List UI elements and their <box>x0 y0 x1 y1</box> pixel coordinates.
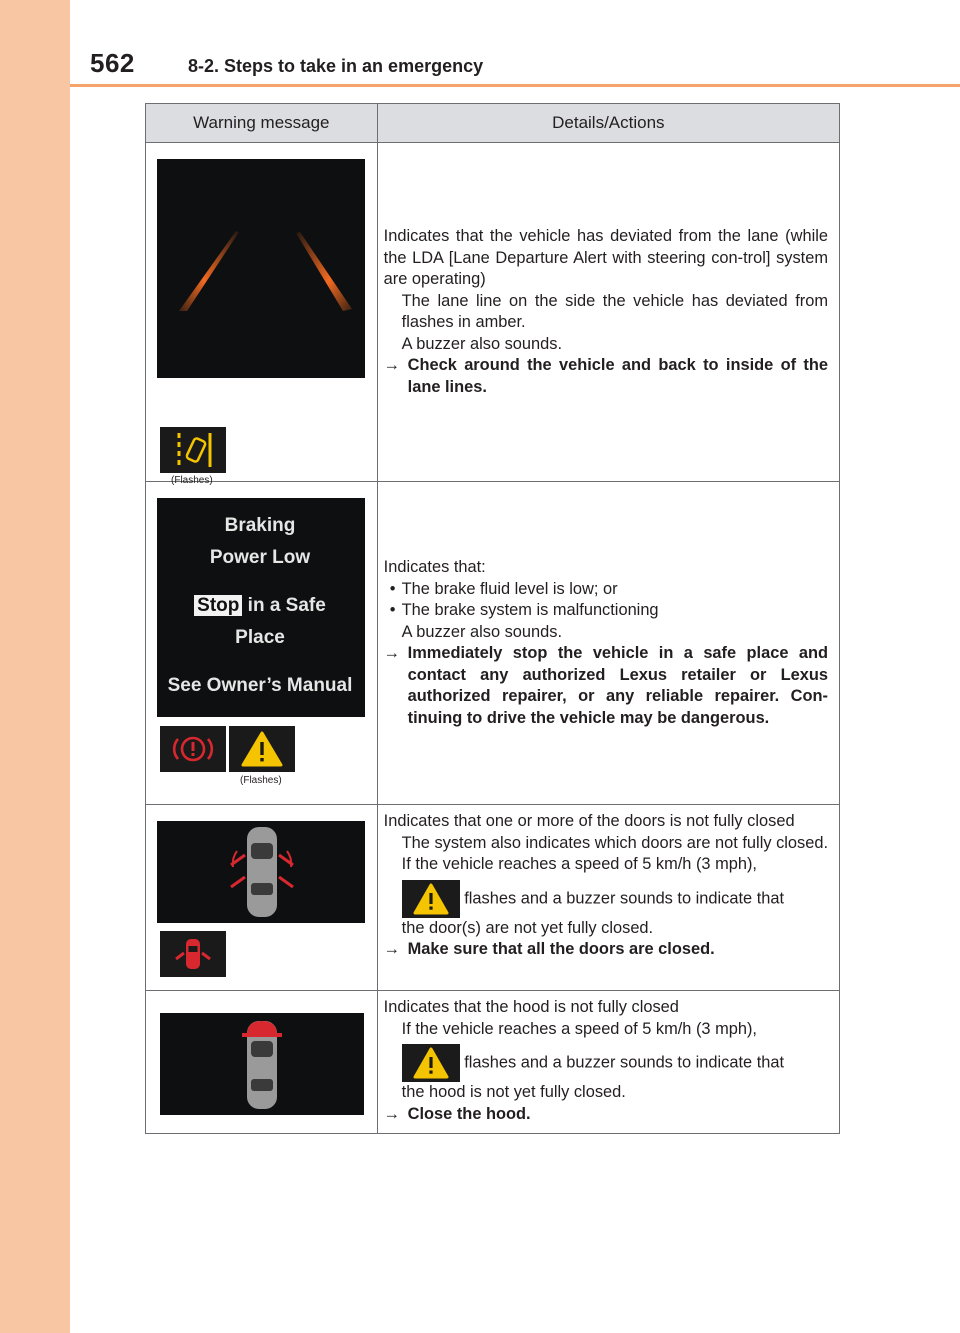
arrow-icon: → <box>383 356 401 374</box>
page-number: 562 <box>90 48 135 78</box>
braking-power-display <box>157 498 365 717</box>
master-warning-icon <box>402 1044 460 1082</box>
warning-image-cell <box>146 482 378 805</box>
details-cell <box>377 482 839 805</box>
action-text: → Immediately stop the vehicle in a safe place and contact any authorized Lexus retailer or Lexus authorized repairer, or any reliable repairer. Con-tinuing to drive the vehicle may be dangerous. <box>384 643 828 729</box>
caption-flashes: (Flashes) <box>171 475 213 486</box>
brake-warning-icon <box>160 726 226 772</box>
action-text: → Close the hood. <box>384 1104 828 1126</box>
action-text: → Make sure that all the doors are closed. <box>384 939 828 961</box>
screen-line: Power Low <box>209 547 311 568</box>
screen-line: Place <box>235 627 285 648</box>
arrow-icon: → <box>383 940 401 958</box>
detail-indented-text: If the vehicle reaches a speed of 5 km/h (3 mph), <box>401 855 757 873</box>
detail-indented-text: the door(s) are not yet fully closed. <box>401 918 654 937</box>
section-title: 8-2. Steps to take in an emergency <box>188 56 484 76</box>
master-warning-icon <box>229 726 295 772</box>
lane-lines-graphic <box>157 159 365 378</box>
details-cell <box>377 805 839 991</box>
detail-indented-text: flashes and a buzzer sounds to indicate that <box>384 1044 828 1082</box>
warning-table <box>145 103 840 1134</box>
caption-flashes: (Flashes) <box>240 775 282 786</box>
door-open-icon <box>160 931 226 977</box>
warning-image-cell <box>146 805 378 991</box>
master-warning-icon <box>402 880 460 918</box>
table-row <box>146 143 840 482</box>
detail-text: Indicates that the vehicle has deviated from the lane (while the LDA [Lane Departure Alert with steering con-trol] system are operating) <box>383 227 828 288</box>
action-text: → Check around the vehicle and back to inside of the lane lines. <box>384 355 828 398</box>
lane-departure-display <box>157 159 365 378</box>
bullet-item: • The brake system is malfunctioning <box>389 601 659 619</box>
bullet-item: • The brake fluid level is low; or <box>389 579 618 598</box>
detail-text: Indicates that the hood is not fully closed <box>383 998 679 1016</box>
warning-image-cell <box>146 143 378 486</box>
lane-departure-icon <box>160 427 226 473</box>
door-open-display <box>157 821 365 923</box>
table-header-row <box>146 104 840 143</box>
detail-indented-text: If the vehicle reaches a speed of 5 km/h (3 mph), <box>401 1019 757 1038</box>
car-hood-graphic <box>160 1013 364 1115</box>
detail-indented-text: The lane line on the side the vehicle has deviated from flashes in amber. <box>401 291 828 331</box>
detail-indented-text: the hood is not yet fully closed. <box>401 1083 626 1101</box>
detail-indented-text: flashes and a buzzer sounds to indicate that <box>384 880 828 918</box>
table-row <box>146 805 840 991</box>
car-doors-graphic <box>157 821 365 923</box>
hood-open-display <box>160 1013 364 1115</box>
table-row <box>146 991 840 1134</box>
col-warning-message: Warning message <box>146 104 378 143</box>
arrow-icon: → <box>383 1104 401 1123</box>
header-rule <box>70 84 960 87</box>
col-details-actions: Details/Actions <box>377 104 839 143</box>
detail-text: Indicates that one or more of the doors is not fully closed <box>383 812 795 830</box>
detail-indented-text: A buzzer also sounds. <box>401 622 563 641</box>
details-cell <box>377 991 839 1134</box>
screen-line: Stop in a Safe <box>157 595 363 617</box>
warning-image-cell <box>146 991 378 1134</box>
side-color-band <box>0 0 70 1333</box>
detail-text: Indicates that: <box>383 558 486 576</box>
arrow-icon: → <box>383 644 401 662</box>
table-row <box>146 482 840 805</box>
stop-highlight: Stop <box>194 595 242 616</box>
page-header <box>70 0 960 86</box>
detail-indented-text: A buzzer also sounds. <box>401 334 563 353</box>
screen-line: Braking <box>224 515 296 536</box>
details-cell <box>377 143 839 482</box>
screen-line: See Owner’s Manual <box>167 675 353 696</box>
detail-indented-text: The system also indicates which doors are not fully closed. <box>401 833 829 852</box>
